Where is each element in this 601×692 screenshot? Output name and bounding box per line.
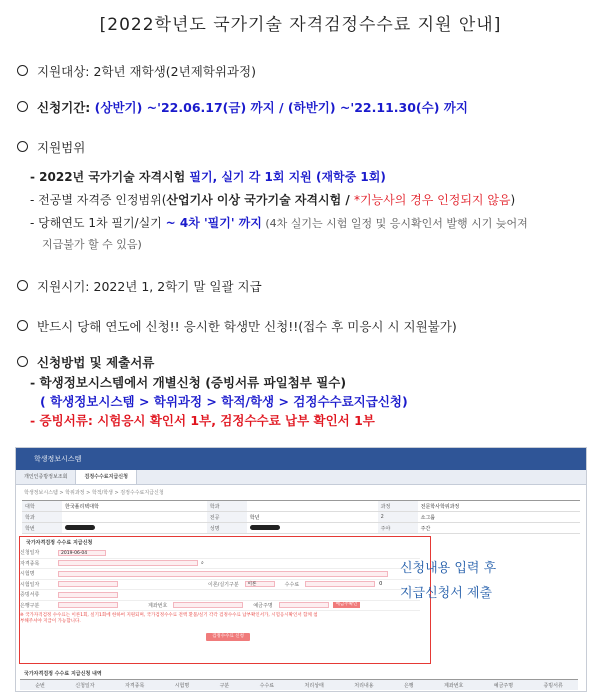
support-scope-heading: 지원범위 — [17, 138, 85, 156]
type-select[interactable]: 이론 — [245, 581, 275, 587]
method-line-2: ( 학생정보시스템 > 학위과정 > 학적/학생 > 검정수수료지급신청) — [40, 394, 408, 409]
license-item-input[interactable] — [58, 560, 198, 566]
payment-time: 지원시기: 2022년 1, 2학기 말 일괄 지급 — [17, 277, 262, 295]
tab-fee-application[interactable]: 검정수수료지급신청 — [76, 470, 136, 484]
verify-holder-button[interactable]: 예금주확인 — [333, 602, 361, 608]
scope-item-2: - 전공별 자격증 인정범위(산업기사 이상 국가기술 자격시험 / *기능사의 경우 인정되지 않음) — [30, 193, 516, 207]
fee-input[interactable] — [305, 581, 375, 587]
exam-date-input[interactable] — [58, 581, 118, 587]
search-icon[interactable]: ⌕ — [201, 560, 204, 567]
table-row: 학번 성명 주야 주간 — [22, 523, 580, 534]
account-number-input[interactable] — [173, 602, 243, 608]
evidence-file-input[interactable] — [58, 592, 118, 598]
fee-application-form — [20, 548, 420, 625]
form-row: 신청일자 2019-06-04 — [20, 548, 420, 559]
form-row: 자격종목 ⌕ — [20, 559, 420, 570]
callout-line-2: 지급신청서 제출 — [400, 586, 493, 601]
method-line-3: - 증빙서류: 시험응시 확인서 1부, 검정수수료 납부 확인서 1부 — [30, 413, 375, 428]
page-title: [2022학년도 국가기술 자격검정수수료 지원 안내] — [99, 15, 502, 35]
application-period: 신청기간: (상반기) ~'22.06.17(금) 까지 / (하반기) ~'22.11.30(수) 까지 — [17, 98, 468, 116]
callout-line-1: 신청내용 입력 후 — [400, 561, 497, 576]
form-row: 시험명 — [20, 569, 420, 580]
method-line-1: - 학생정보시스템에서 개별신청 (증빙서류 파일첨부 필수) — [30, 375, 347, 390]
circle-bullet-icon — [17, 101, 28, 112]
system-title-bar: 학생정보시스템 — [16, 448, 586, 470]
table-row: 대학 한국폴리텍대학 학과 과정 전문학사학위과정 — [22, 501, 580, 512]
method-heading: 신청방법 및 제출서류 — [17, 353, 154, 371]
form-row: 증빙서류 — [20, 590, 420, 601]
scope-item-3-continued: 지급불가 할 수 있음) — [42, 238, 142, 251]
breadcrumb: 학생정보시스템 > 학위과정 > 학적/학생 > 검정수수료지급신청 — [24, 490, 164, 496]
form-row: 시험일자 이론/실기구분 이론 수수료 0 — [20, 580, 420, 591]
circle-bullet-icon — [17, 280, 28, 291]
list-title: 국가자격검정 수수료 지급신청 내역 — [24, 671, 102, 677]
account-holder-input[interactable] — [279, 602, 329, 608]
circle-bullet-icon — [17, 141, 28, 152]
form-note: ※ 국가자격검정 수수료는 이론1회, 실기1회에 한하여 지원되며, 국가검정수수료 전액 환불/실기 각각 검정수수료 납부확인서가, 시험응시확인서 함께 첨부해주셔야 지급이 가능합니다. — [20, 613, 318, 624]
support-target: 지원대상: 2학년 재학생(2년제학위과정) — [17, 62, 256, 80]
submit-fee-button[interactable]: 검정수수료 신청 — [206, 633, 250, 641]
scope-item-3: - 당해연도 1차 필기/실기 ~ 4차 '필기' 까지 (4차 실기는 시험 일정 및 응시확인서 발행 시기 늦어져 — [30, 216, 528, 230]
bank-select[interactable] — [58, 602, 118, 608]
date-input[interactable]: 2019-06-04 — [58, 550, 106, 556]
table-row: 학과 전공 학년 2 소그룹 — [22, 512, 580, 523]
student-info-table — [22, 500, 580, 534]
exam-name-input[interactable] — [58, 571, 388, 577]
tab-personal-info[interactable]: 개인인증방정보조회 — [16, 470, 76, 484]
form-row: 은행구분 계좌번호 예금주명 예금주확인 — [20, 601, 420, 612]
form-title: 국가자격검정 수수료 지급신청 — [26, 540, 93, 546]
circle-bullet-icon — [17, 356, 28, 367]
scope-item-1: - 2022년 국가기술 자격시험 필기, 실기 각 1회 지원 (재학중 1회) — [30, 170, 386, 184]
circle-bullet-icon — [17, 65, 28, 76]
masked-student-id — [65, 525, 95, 530]
list-header-row: 순번 신청일자 자격종목 시험명 구분 수수료 처리상태 처리내용 은행 계좌번호 예금주명 증빙서류 — [20, 679, 578, 690]
masked-name — [250, 525, 280, 530]
circle-bullet-icon — [17, 320, 28, 331]
system-tabs — [16, 470, 586, 485]
system-screenshot — [15, 447, 587, 692]
caution-text: 반드시 당해 연도에 신청!! 응시한 학생만 신청!!(접수 후 미응시 시 지원불가) — [17, 317, 457, 335]
